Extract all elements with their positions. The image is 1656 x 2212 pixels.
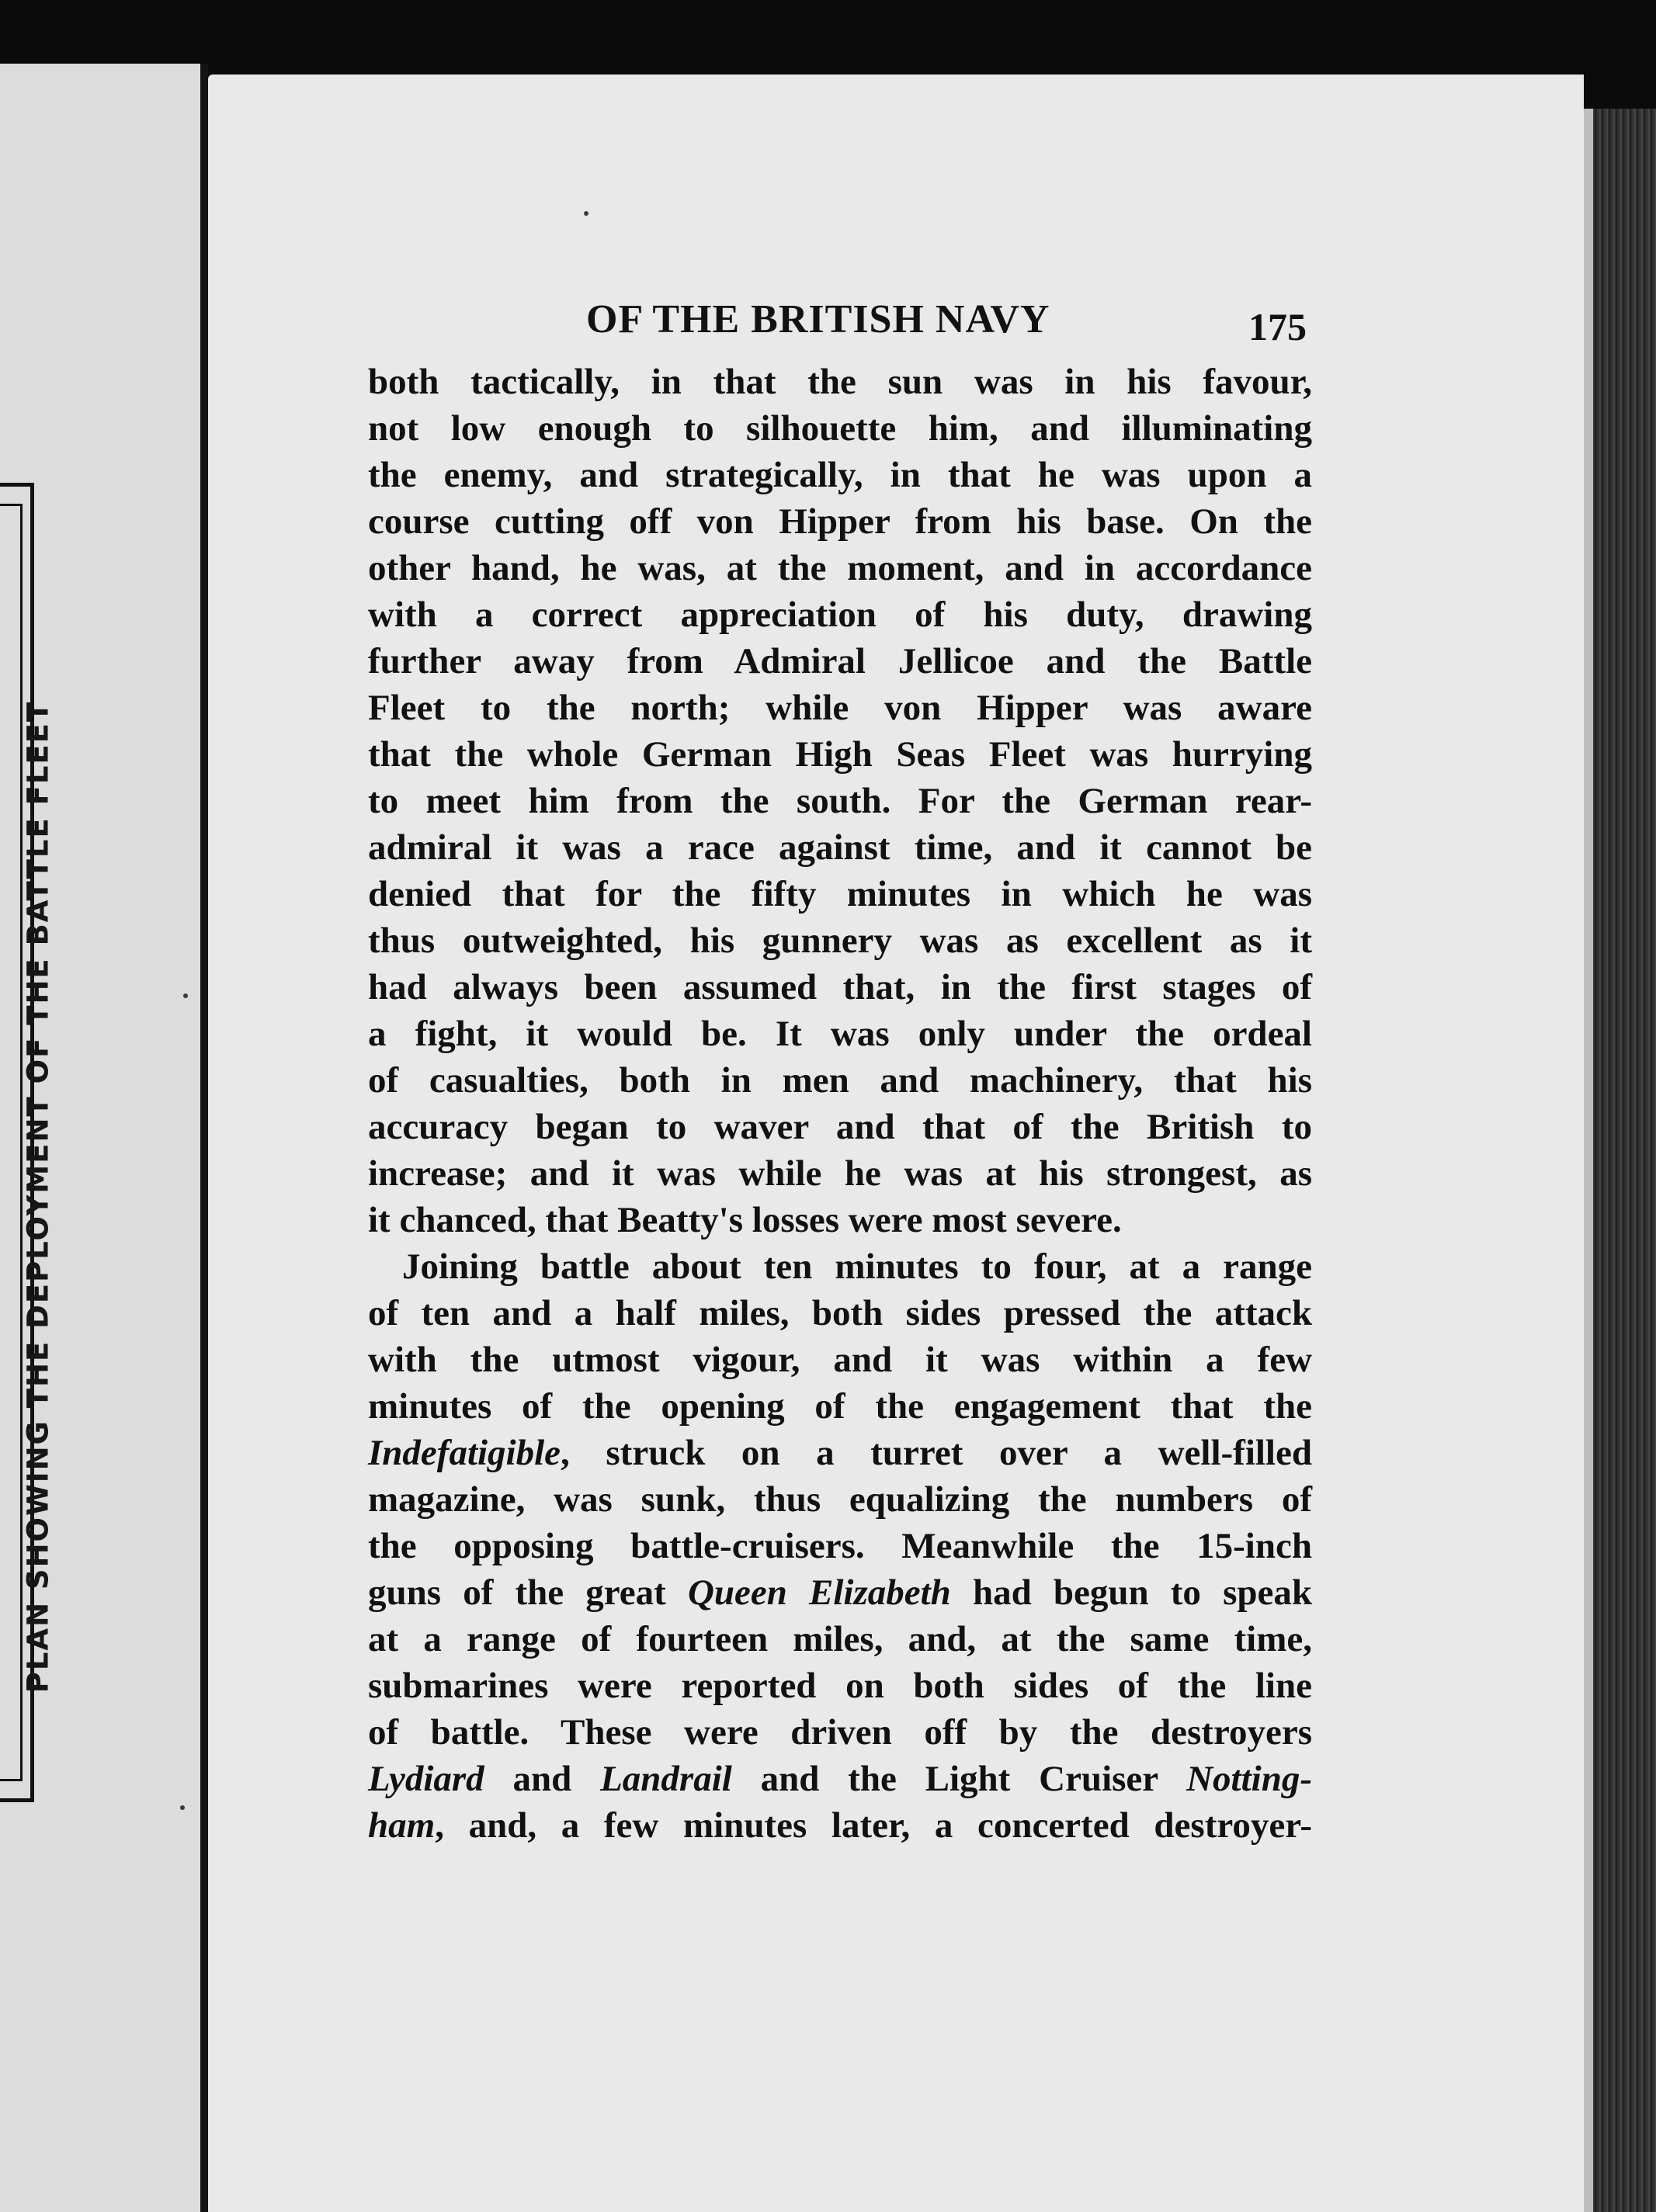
text-line bbox=[368, 638, 1312, 685]
ink-speck bbox=[183, 993, 188, 998]
text-line bbox=[368, 1337, 1312, 1383]
text-run: the opposing battle-cruisers. Meanwhile the 15-inch bbox=[368, 1526, 1312, 1566]
text-line bbox=[368, 917, 1312, 964]
text-run: admiral it was a race against time, and it cannot be bbox=[368, 827, 1312, 868]
text-run: and bbox=[484, 1759, 601, 1799]
text-line bbox=[368, 1569, 1312, 1616]
text-line bbox=[368, 591, 1312, 638]
text-run: , and, a few minutes later, a concerted destroyer- bbox=[435, 1805, 1312, 1846]
italic-ship-name: Notting- bbox=[1186, 1759, 1313, 1799]
text-line bbox=[368, 545, 1312, 591]
text-line bbox=[368, 1662, 1312, 1709]
text-line bbox=[368, 871, 1312, 917]
text-run: of casualties, both in men and machinery, that his bbox=[368, 1060, 1312, 1101]
text-line bbox=[368, 824, 1312, 871]
plate-caption: PLAN SHOWING THE DEPLOYMENT OF THE BATTLE FLEET bbox=[21, 700, 55, 1694]
text-line bbox=[368, 1057, 1312, 1104]
italic-ship-name: ham bbox=[368, 1805, 436, 1846]
text-run: thus outweighted, his gunnery was as excellent as it bbox=[368, 921, 1312, 961]
text-line bbox=[368, 1430, 1312, 1476]
text-line bbox=[368, 405, 1312, 452]
text-line bbox=[368, 498, 1312, 545]
text-run: magazine, was sunk, thus equalizing the numbers of bbox=[368, 1479, 1312, 1520]
text-run: both tactically, in that the sun was in his favour, bbox=[368, 362, 1312, 402]
text-run: other hand, he was, at the moment, and in accordance bbox=[368, 548, 1312, 588]
text-line bbox=[368, 685, 1312, 731]
text-line bbox=[368, 452, 1312, 498]
text-line bbox=[368, 359, 1312, 405]
text-run: increase; and it was while he was at his strongest, as bbox=[368, 1153, 1312, 1194]
italic-ship-name: Lydiard bbox=[368, 1759, 484, 1799]
text-run: course cutting off von Hipper from his base. On the bbox=[368, 501, 1312, 542]
page-edge-highlight bbox=[1584, 109, 1593, 2212]
text-run: had begun to speak bbox=[950, 1572, 1312, 1613]
ink-speck bbox=[180, 1805, 185, 1810]
text-line bbox=[368, 1802, 1312, 1849]
text-line bbox=[368, 1523, 1312, 1569]
text-line bbox=[368, 1243, 1312, 1290]
text-run: and the Light Cruiser bbox=[731, 1759, 1187, 1799]
text-run: with a correct appreciation of his duty, drawing bbox=[368, 595, 1312, 635]
italic-ship-name: Landrail bbox=[600, 1759, 732, 1799]
text-line bbox=[368, 731, 1312, 778]
text-run: Fleet to the north; while von Hipper was aware bbox=[368, 688, 1312, 728]
page-number: 175 bbox=[1248, 305, 1307, 348]
text-run: Joining battle about ten minutes to four, at a range bbox=[402, 1246, 1312, 1287]
text-line bbox=[368, 1756, 1312, 1802]
text-run: denied that for the fifty minutes in which he was bbox=[368, 874, 1312, 914]
paragraph bbox=[368, 359, 1312, 1243]
text-run: with the utmost vigour, and it was within a few bbox=[368, 1340, 1312, 1380]
text-run: it chanced, that Beatty's losses were most severe. bbox=[368, 1200, 1122, 1240]
text-line bbox=[368, 778, 1312, 824]
text-run: guns of the great bbox=[368, 1572, 688, 1613]
facing-plate-page bbox=[0, 64, 208, 2212]
italic-ship-name: Indefatigible bbox=[368, 1433, 561, 1473]
text-run: submarines were reported on both sides of the line bbox=[368, 1666, 1312, 1706]
text-run: to meet him from the south. For the German rear- bbox=[368, 781, 1312, 821]
text-line bbox=[368, 1476, 1312, 1523]
text-run: at a range of fourteen miles, and, at the same time, bbox=[368, 1619, 1312, 1659]
ink-speck bbox=[584, 211, 588, 216]
text-run: accuracy began to waver and that of the British to bbox=[368, 1107, 1312, 1147]
text-line bbox=[368, 1011, 1312, 1057]
text-line bbox=[368, 1383, 1312, 1430]
text-run: , struck on a turret over a well-filled bbox=[561, 1433, 1312, 1473]
text-run: the enemy, and strategically, in that he was upon a bbox=[368, 455, 1312, 495]
text-line bbox=[368, 1197, 1312, 1243]
text-line bbox=[368, 1150, 1312, 1197]
text-line bbox=[368, 1709, 1312, 1756]
text-run: further away from Admiral Jellicoe and the Battle bbox=[368, 641, 1312, 681]
text-run: not low enough to silhouette him, and illuminating bbox=[368, 408, 1312, 449]
text-run: had always been assumed that, in the first stages of bbox=[368, 967, 1312, 1007]
running-head: OF THE BRITISH NAVY bbox=[586, 297, 1050, 342]
italic-ship-name: Queen Elizabeth bbox=[687, 1572, 951, 1613]
text-run: of battle. These were driven off by the destroyers bbox=[368, 1712, 1312, 1753]
body-text bbox=[368, 359, 1312, 1849]
text-run: of ten and a half miles, both sides pressed the attack bbox=[368, 1293, 1312, 1333]
text-run: that the whole German High Seas Fleet was hurrying bbox=[368, 734, 1312, 775]
text-line bbox=[368, 964, 1312, 1011]
text-line bbox=[368, 1290, 1312, 1337]
page-edges bbox=[1584, 109, 1656, 2212]
text-line bbox=[368, 1104, 1312, 1150]
text-run: minutes of the opening of the engagement that the bbox=[368, 1386, 1312, 1427]
text-run: a fight, it would be. It was only under the ordeal bbox=[368, 1014, 1312, 1054]
paragraph bbox=[368, 1243, 1312, 1849]
text-line bbox=[368, 1616, 1312, 1662]
